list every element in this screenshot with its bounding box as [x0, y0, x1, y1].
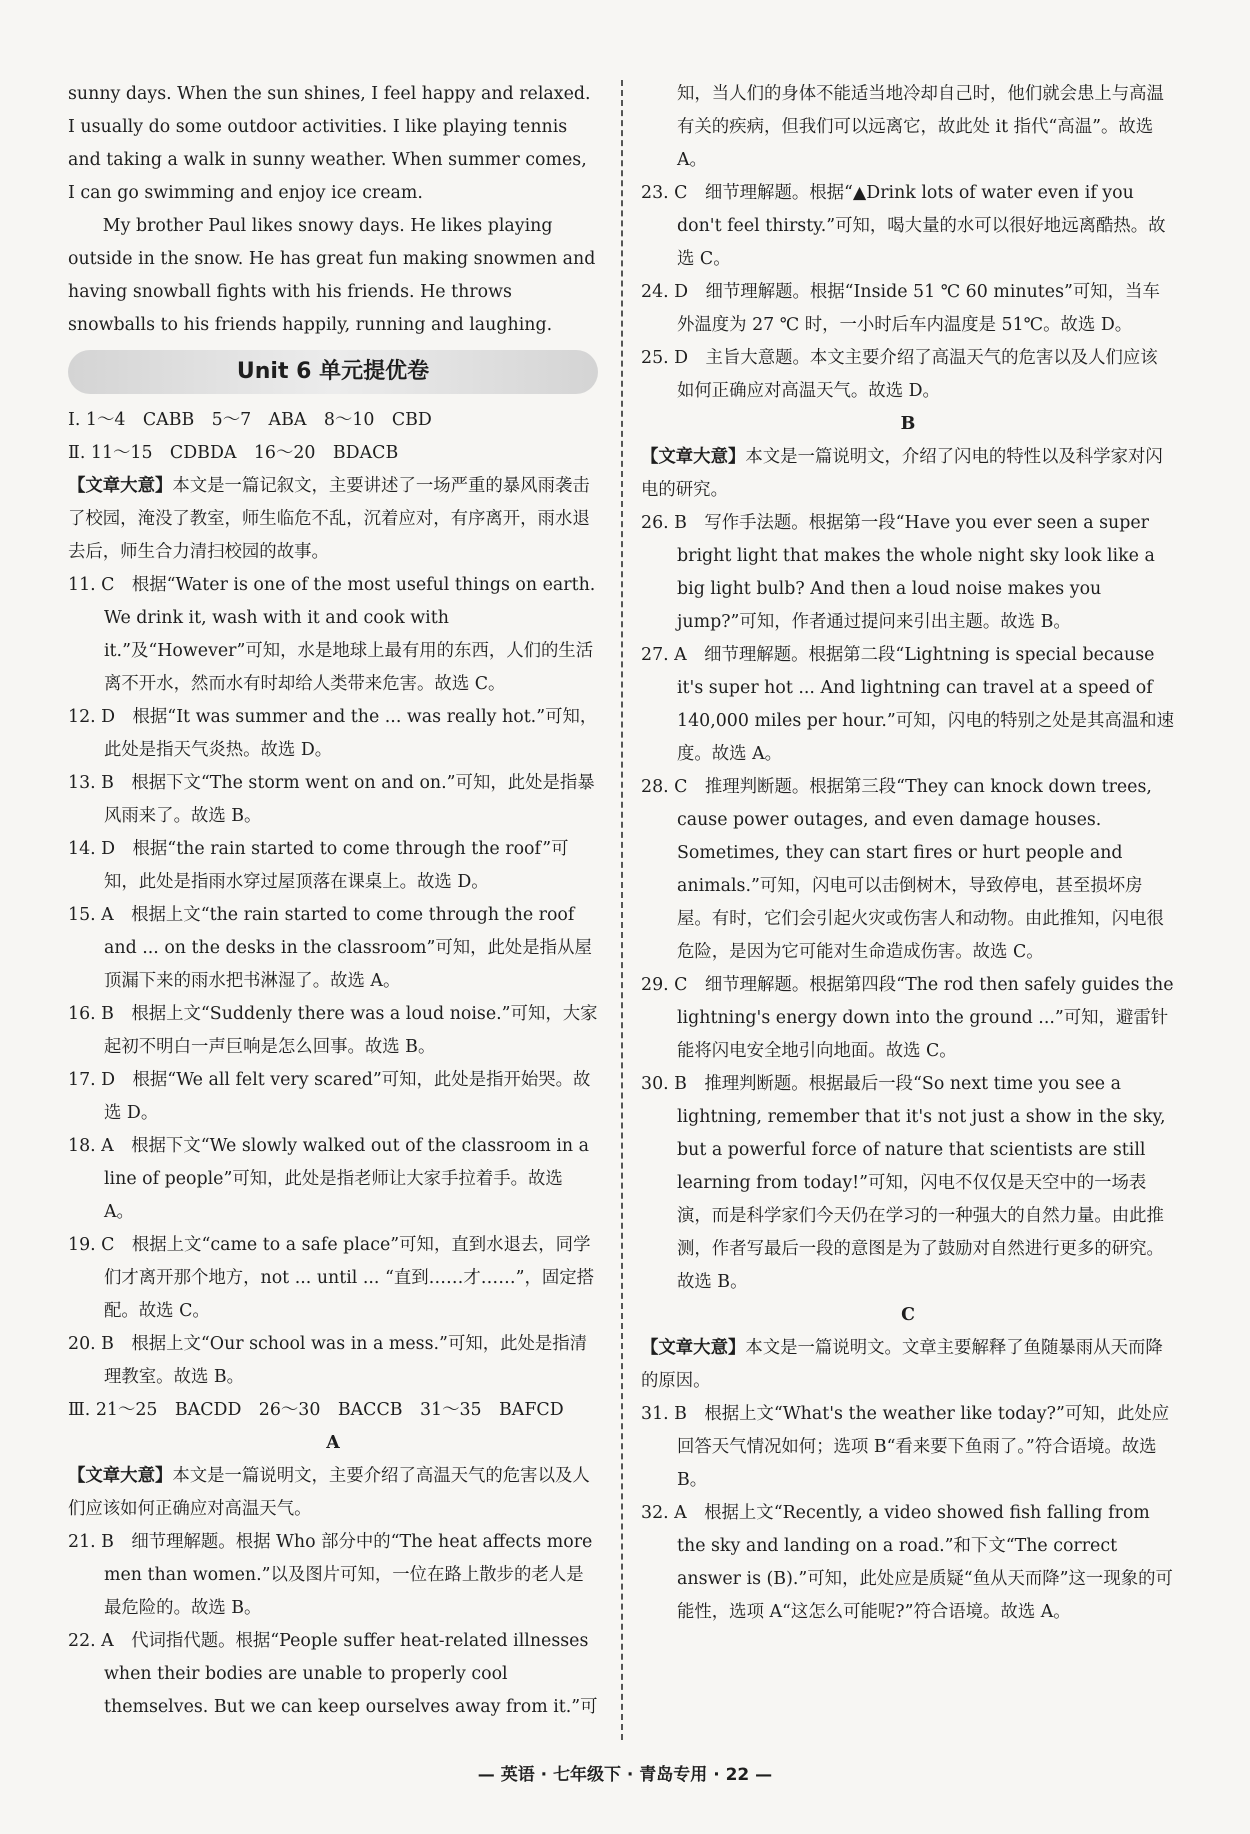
question-explanation: 11. C 根据“Water is one of the most useful things on earth. We drink it, wash with it and cook with it.”及“However”可知，水是地球上最有用的东西，人们的生活离不开水，然而水有时却给人类带来危害。故选 C。 — [68, 575, 596, 694]
question-explanation: 21. B 细节理解题。根据 Who 部分中的“The heat affects more men than women.”以及图片可知，一位在路上散步的老人是最危险的。故选 B。 — [68, 1532, 593, 1618]
paragraph: sunny days. When the sun shines, I feel happy and relaxed. I usually do some outdoor activities. I like playing tennis and taking a walk in sunny weather. When summer comes, I can go swimming and enjoy ice cream. — [68, 84, 591, 203]
summary-tag: 【文章大意】 — [641, 447, 746, 467]
summary — [641, 441, 1175, 507]
question-explanation: 28. C 推理判断题。根据第三段“They can knock down trees, cause power outages, and even damage houses. Sometimes, they can start fires or hurt people and animals.”可知，闪电可以击倒树木，导致停电，甚至损坏房屋。有时，它们会引起火灾或伤害人和动物。由此推知，闪电很危险，是因为它可能对生命造成伤害。故选 C。 — [641, 777, 1164, 962]
summary-text: 本文是一篇记叙文，主要讲述了一场严重的暴风雨袭击了校园，淹没了教室，师生临危不乱，沉着应对，有序离开，雨水退去后，师生合力清扫校园的故事。 — [68, 476, 590, 562]
summary-text: 本文是一篇说明文，主要介绍了高温天气的危害以及人们应该如何正确应对高温天气。 — [68, 1466, 590, 1519]
question-explanation: 22. A 代词指代题。根据“People suffer heat-related illnesses when their bodies are unable to properly cool themselves. But we can keep ourselves away from it.”可 — [68, 1631, 598, 1717]
column-divider — [621, 80, 623, 1740]
section-label: A — [326, 1433, 340, 1453]
section-label: B — [900, 414, 916, 434]
summary-tag: 【文章大意】 — [68, 1466, 173, 1486]
answer-key: Ⅲ. 21～25 BACDD 26～30 BACCB 31～35 BAFCD — [68, 1400, 564, 1420]
question-explanation: 29. C 细节理解题。根据第四段“The rod then safely guides the lightning's energy down into the ground ...”可知，避雷针能将闪电安全地引向地面。故选 C。 — [641, 975, 1174, 1061]
answer-key: Ⅱ. 11～15 CDBDA 16～20 BDACB — [68, 443, 399, 463]
summary-tag: 【文章大意】 — [641, 1338, 746, 1358]
question-explanation: 30. B 推理判断题。根据最后一段“So next time you see a lightning, remember that it's not just a show in the sky, but a powerful force of nature that scientists are still learning from today!”可知，闪电不仅仅是天空中的一场表演，而是科学家们今天仍在学习的一种强大的自然力量。由此推测，作者写最后一段的意图是为了鼓励对自然进行更多的研究。故选 B。 — [641, 1074, 1166, 1292]
paragraph: My brother Paul likes snowy days. He likes playing outside in the snow. He has great fun making snowmen and having snowball fights with his friends. He throws snowballs to his friends happily, running and laughing. — [68, 216, 596, 335]
summary — [68, 470, 598, 569]
answer-key: Ⅰ. 1～4 CABB 5～7 ABA 8～10 CBD — [68, 410, 432, 430]
question-explanation: 26. B 写作手法题。根据第一段“Have you ever seen a super bright light that makes the whole night sky look like a big light bulb? And then a loud noise makes you jump?”可知，作者通过提问来引出主题。故选 B。 — [641, 513, 1155, 632]
question-explanation: 18. A 根据下文“We slowly walked out of the classroom in a line of people”可知，此处是指老师让大家手拉着手。故选 A。 — [68, 1136, 590, 1222]
question-explanation: 24. D 细节理解题。根据“Inside 51 ℃ 60 minutes”可知，当车外温度为 27 ℃ 时，一小时后车内温度是 51℃。故选 D。 — [641, 282, 1160, 335]
question-explanation: 23. C 细节理解题。根据“▲Drink lots of water even if you don't feel thirsty.”可知，喝大量的水可以很好地远离酷热。故选 C。 — [641, 183, 1166, 269]
question-explanation: 15. A 根据上文“the rain started to come through the roof and ... on the desks in the classroom”可知，此处是指从屋顶漏下来的雨水把书淋湿了。故选 A。 — [68, 905, 592, 991]
question-explanation: 32. A 根据上文“Recently, a video showed fish falling from the sky and landing on a road.”和下文“The correct answer is (B).”可知，此处应是质疑“鱼从天而降”这一现象的可能性，选项 A“这怎么可能呢?”符合语境。故选 A。 — [641, 1503, 1173, 1622]
continued-explanation: 知，当人们的身体不能适当地冷却自己时，他们就会患上与高温有关的疾病，但我们可以远离它，故此处 it 指代“高温”。故选 A。 — [677, 84, 1164, 170]
summary-tag: 【文章大意】 — [68, 476, 173, 496]
right-column — [641, 78, 1175, 1629]
question-explanation: 14. D 根据“the rain started to come through the roof”可知，此处是指雨水穿过屋顶落在课桌上。故选 D。 — [68, 839, 569, 892]
left-column — [68, 78, 598, 1724]
summary — [641, 1332, 1175, 1398]
question-explanation: 19. C 根据上文“came to a safe place”可知，直到水退去，同学们才离开那个地方，not ... until ... “直到……才……”，固定搭配。故选 C。 — [68, 1235, 595, 1321]
summary-text: 本文是一篇说明文。文章主要解释了鱼随暴雨从天而降的原因。 — [641, 1338, 1163, 1391]
question-explanation: 20. B 根据上文“Our school was in a mess.”可知，此处是指清理教室。故选 B。 — [68, 1334, 588, 1387]
question-explanation: 17. D 根据“We all felt very scared”可知，此处是指开始哭。故选 D。 — [68, 1070, 591, 1123]
question-explanation: 13. B 根据下文“The storm went on and on.”可知，此处是指暴风雨来了。故选 B。 — [68, 773, 595, 826]
question-explanation: 31. B 根据上文“What's the weather like today?”可知，此处应回答天气情况如何；选项 B“看来要下鱼雨了。”符合语境。故选 B。 — [641, 1404, 1170, 1490]
section-label: C — [901, 1305, 915, 1325]
page-footer: — 英语 · 七年级下 · 青岛专用 · 22 — — [477, 1765, 773, 1785]
summary — [68, 1460, 598, 1526]
question-explanation: 16. B 根据上文“Suddenly there was a loud noise.”可知，大家起初不明白一声巨响是怎么回事。故选 B。 — [68, 1004, 598, 1057]
summary-text: 本文是一篇说明文，介绍了闪电的特性以及科学家对闪电的研究。 — [641, 447, 1163, 500]
question-explanation: 12. D 根据“It was summer and the ... was really hot.”可知，此处是指天气炎热。故选 D。 — [68, 707, 598, 760]
question-explanation: 25. D 主旨大意题。本文主要介绍了高温天气的危害以及人们应该如何正确应对高温天气。故选 D。 — [641, 348, 1158, 401]
unit-title: Unit 6 单元提优卷 — [68, 350, 598, 394]
question-explanation: 27. A 细节理解题。根据第二段“Lightning is special because it's super hot ... And lightning can travel at a speed of 140,000 miles per hour.”可知，闪电的特别之处是其高温和速度。故选 A。 — [641, 645, 1175, 764]
